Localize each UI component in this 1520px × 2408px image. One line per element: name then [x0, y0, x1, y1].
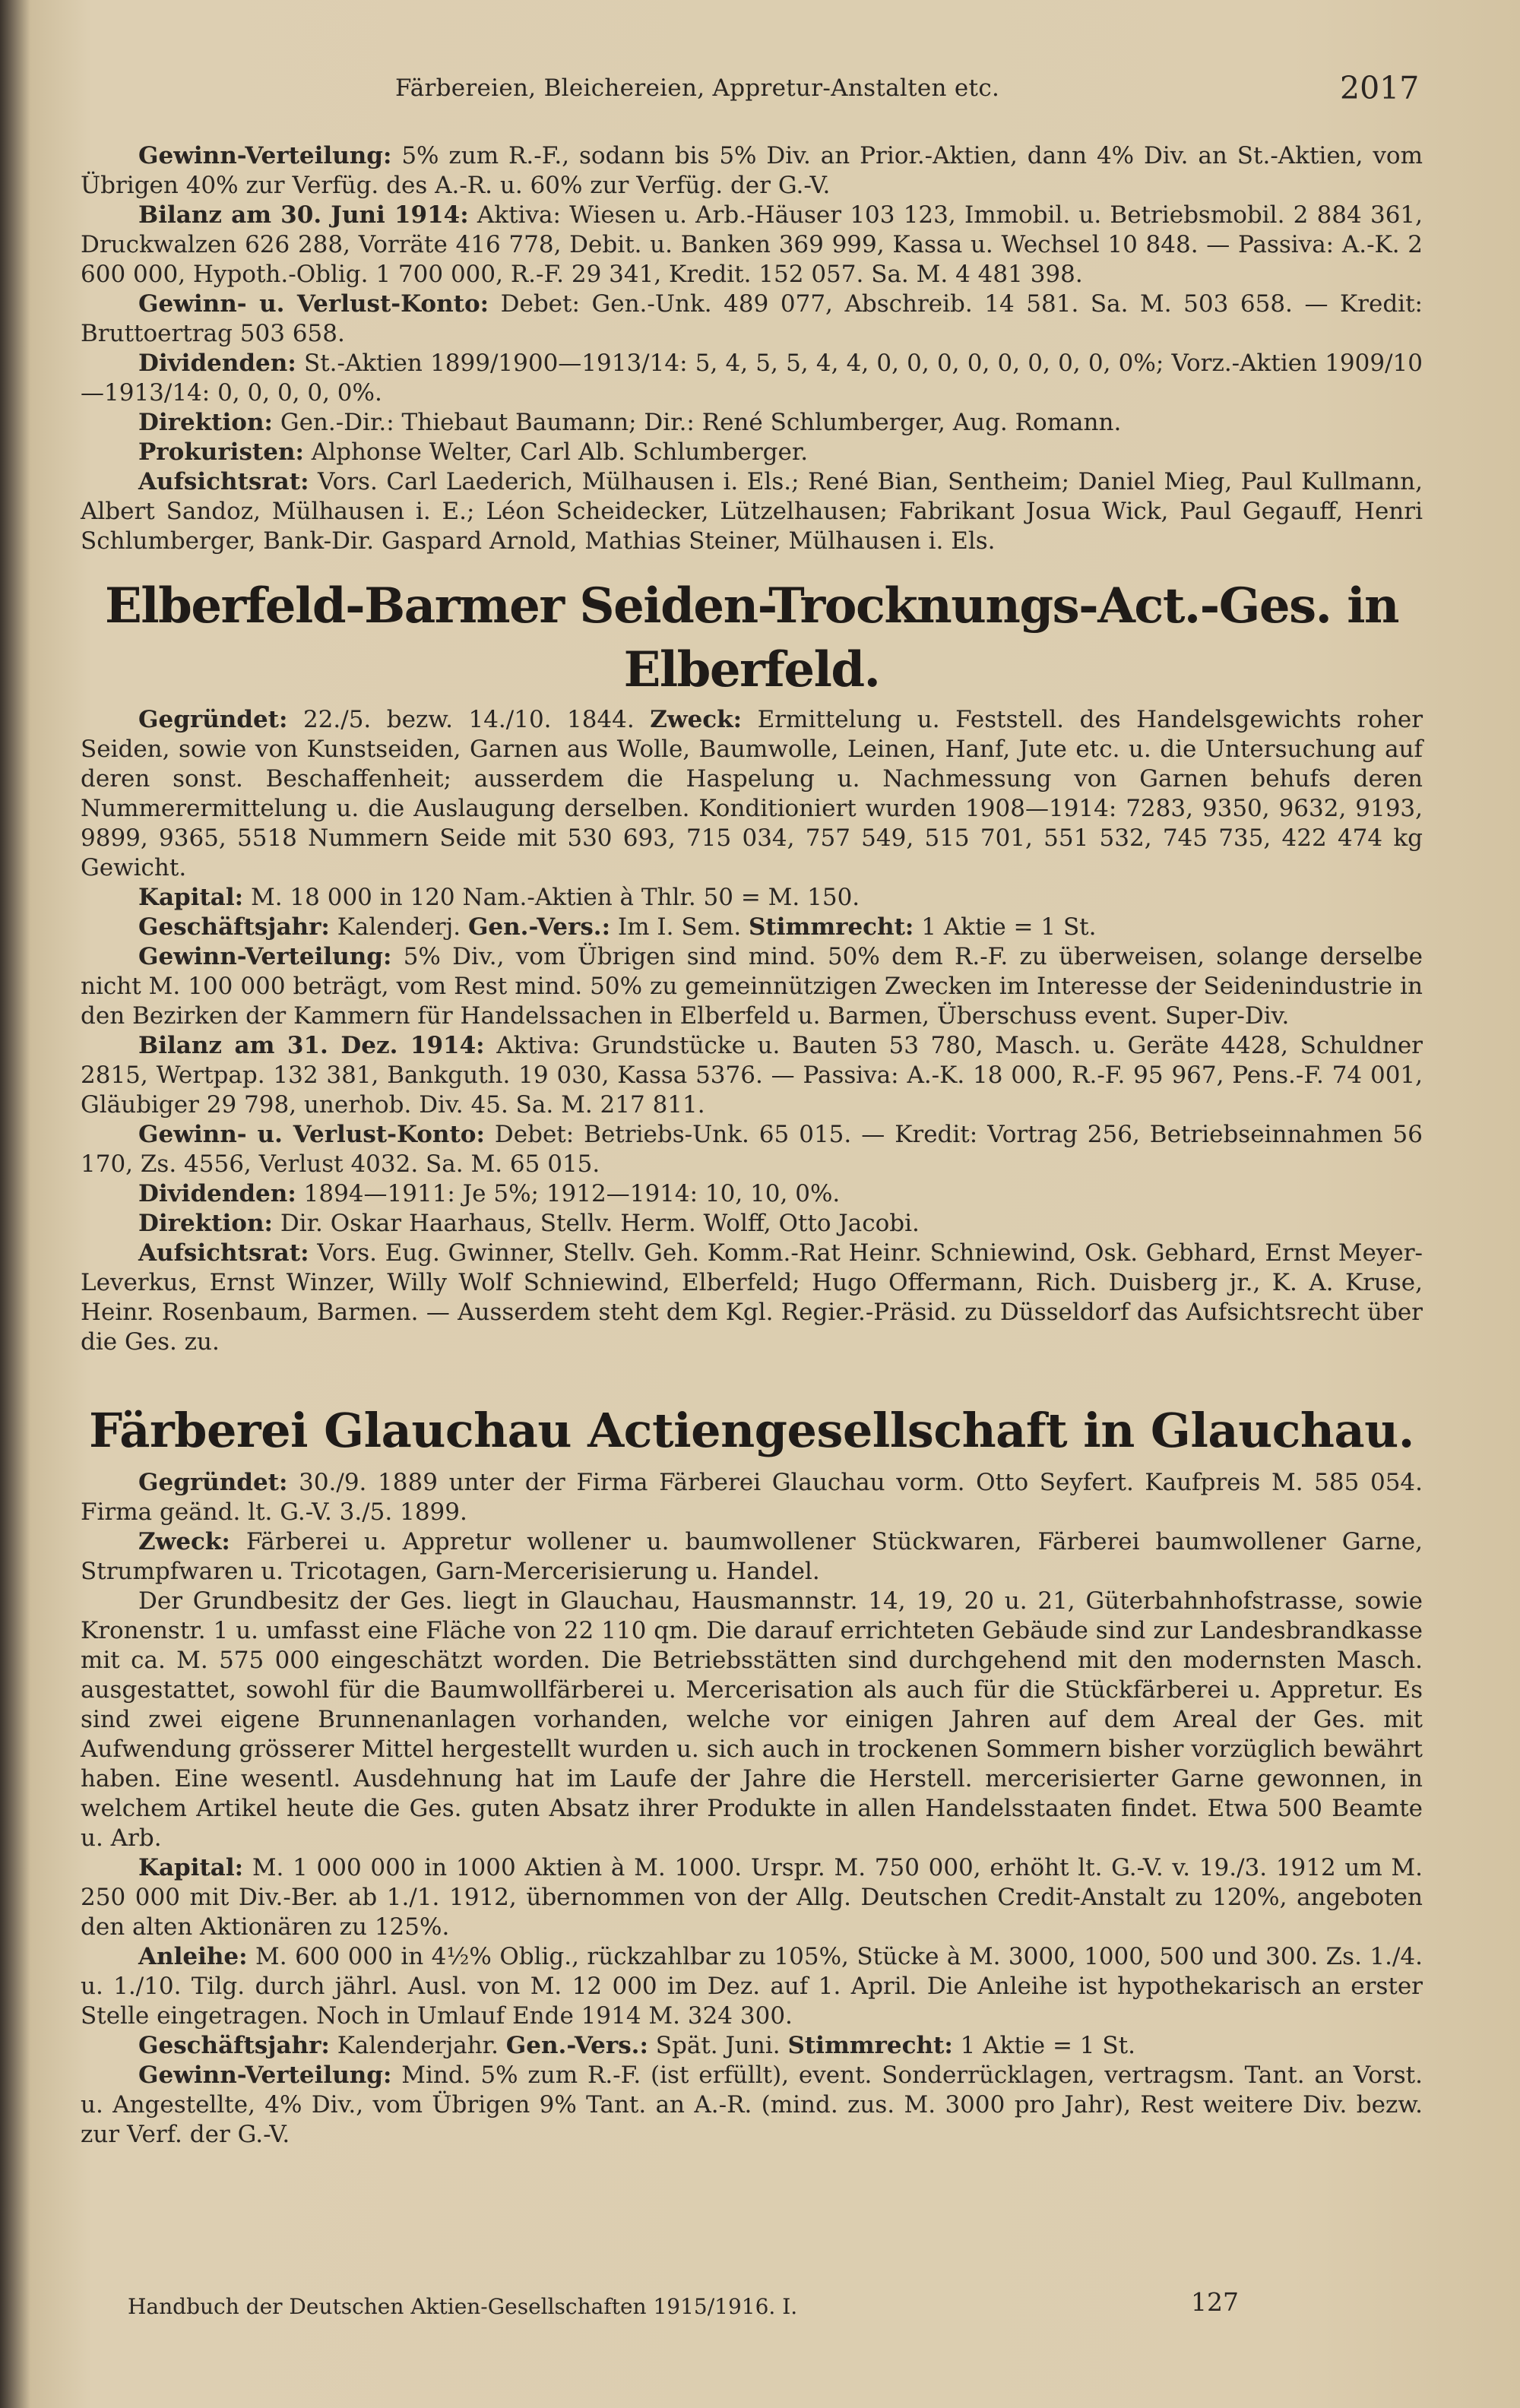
page-body — [81, 141, 1423, 2150]
section-elberfeld — [81, 574, 1423, 1357]
paragraph-bilanz: Bilanz am 31. Dez. 1914: Aktiva: Grundstücke u. Bauten 53 780, Masch. u. Geräte 4428, Schuldner 2815, Wertpap. 132 381, Bankguth. 19 030, Kassa 5376. — Passiva: A.-K. 18 000, R.-F. 95 967, Pens.-F. 74 001, Gläubiger 29 798, unerhob. Div. 45. Sa. M. 217 811. — [81, 1032, 1423, 1119]
paragraph-aufsichtsrat: Aufsichtsrat: Vors. Carl Laederich, Mülhausen i. Els.; René Bian, Sentheim; Daniel Mieg, Paul Kullmann, Albert Sandoz, Mülhausen i. E.; Léon Scheidecker, Lützelhausen; Fabrikant Josua Wick, Paul Gegauff, Henri Schlumberger, Bank-Dir. Gaspard Arnold, Mathias Steiner, Mülhausen i. Els. — [81, 468, 1423, 555]
running-title: Färbereien, Bleichereien, Appretur-Anstalten etc. — [395, 74, 1000, 102]
page-number: 2017 — [1340, 70, 1420, 106]
paragraph-gewinn-verteilung: Gewinn-Verteilung: 5% Div., vom Übrigen sind mind. 50% dem R.-F. zu überweisen, solange derselbe nicht M. 100 000 beträgt, vom Rest mind. 50% zu gemeinnützigen Zwecken im Interesse der Seidenindustrie in den Bezirken der Kammern für Handelssachen in Elberfeld u. Barmen, Überschuss event. Super-Div. — [81, 943, 1423, 1030]
footer-sheet-number: 127 — [1191, 2287, 1239, 2317]
paragraph-kapital: Kapital: M. 1 000 000 in 1000 Aktien à M. 1000. Urspr. M. 750 000, erhöht lt. G.-V. v. 19./3. 1912 um M. 250 000 mit Div.-Ber. ab 1./1. 1912, übernommen von der Allg. Deutschen Credit-Anstalt zu 120%, angeboten den alten Aktionären zu 125%. — [81, 1854, 1423, 1941]
paragraph-gewinn-verlust: Gewinn- u. Verlust-Konto: Debet: Betriebs-Unk. 65 015. — Kredit: Vortrag 256, Betriebseinnahmen 56 170, Zs. 4556, Verlust 4032. Sa. M. 65 015. — [81, 1121, 1423, 1178]
paragraph-dividenden: Dividenden: St.-Aktien 1899/1900—1913/14: 5, 4, 5, 5, 4, 4, 0, 0, 0, 0, 0, 0, 0, 0, 0%; Vorz.-Aktien 1909/10—1913/14: 0, 0, 0, 0, 0%. — [81, 350, 1423, 407]
paragraph-aufsichtsrat: Aufsichtsrat: Vors. Eug. Gwinner, Stellv. Geh. Komm.-Rat Heinr. Schniewind, Osk. Gebhard, Ernst Meyer-Leverkus, Ernst Winzer, Willy Wolf Schniewind, Elberfeld; Hugo Offermann, Rich. Duisberg jr., K. A. Kruse, Heinr. Rosenbaum, Barmen. — Ausserdem steht dem Kgl. Regier.-Präsid. zu Düsseldorf das Aufsichtsrecht über die Ges. zu. — [81, 1239, 1423, 1356]
section-continuation — [81, 141, 1423, 556]
company-title: Färberei Glauchau Actiengesellschaft in Glauchau. — [89, 1403, 1414, 1458]
paragraph-anleihe: Anleihe: M. 600 000 in 4½% Oblig., rückzahlbar zu 105%, Stücke à M. 3000, 1000, 500 und 300. Zs. 1./4. u. 1./10. Tilg. durch jährl. Ausl. von M. 12 000 im Dez. auf 1. April. Die Anleihe ist hypothekarisch an erster Stelle eingetragen. Noch in Umlauf Ende 1914 M. 324 300. — [81, 1943, 1423, 2030]
paragraph-dividenden: Dividenden: 1894—1911: Je 5%; 1912—1914: 10, 10, 0%. — [138, 1180, 841, 1207]
paragraph-gegruendet: Gegründet: 30./9. 1889 unter der Firma Färberei Glauchau vorm. Otto Seyfert. Kaufpreis M. 585 054. Firma geänd. lt. G.-V. 3./5. 1899. — [81, 1469, 1423, 1526]
paragraph-bilanz: Bilanz am 30. Juni 1914: Aktiva: Wiesen u. Arb.-Häuser 103 123, Immobil. u. Betriebsmobil. 2 884 361, Druckwalzen 626 288, Vorräte 416 778, Debit. u. Banken 369 999, Kassa u. Wechsel 10 848. — Passiva: A.-K. 2 600 000, Hypoth.-Oblig. 1 700 000, R.-F. 29 341, Kredit. 152 057. Sa. M. 4 481 398. — [81, 201, 1423, 288]
paragraph-kapital: Kapital: M. 18 000 in 120 Nam.-Aktien à Thlr. 50 = M. 150. — [138, 884, 860, 911]
paragraph-direktion: Direktion: Dir. Oskar Haarhaus, Stellv. Herm. Wolff, Otto Jacobi. — [138, 1210, 920, 1237]
paragraph-gewinn-verlust: Gewinn- u. Verlust-Konto: Debet: Gen.-Unk. 489 077, Abschreib. 14 581. Sa. M. 503 658. — Kredit: Bruttoertrag 503 658. — [81, 290, 1423, 347]
company-title: Elberfeld-Barmer Seiden-Trocknungs-Act.-Ges. in Elberfeld. — [104, 577, 1399, 698]
paragraph-gewinn-verteilung: Gewinn-Verteilung: 5% zum R.-F., sodann bis 5% Div. an Prior.-Aktien, dann 4% Div. an St.-Aktien, vom Übrigen 40% zur Verfüg. des A.-R. u. 60% zur Verfüg. der G.-V. — [81, 142, 1423, 199]
paragraph-zweck: Zweck: Färberei u. Appretur wollener u. baumwollener Stückwaren, Färberei baumwollener Garne, Strumpfwaren u. Tricotagen, Garn-Mercerisierung u. Handel. — [81, 1528, 1423, 1585]
paragraph-prokuristen: Prokuristen: Alphonse Welter, Carl Alb. Schlumberger. — [138, 438, 809, 466]
section-glauchau — [81, 1400, 1423, 2150]
paragraph-grundbesitz: Der Grundbesitz der Ges. liegt in Glauchau, Hausmannstr. 14, 19, 20 u. 21, Güterbahnhofstrasse, sowie Kronenstr. 1 u. umfasst eine Fläche von 22 110 qm. Die darauf errichteten Gebäude sind zur Landesbrandkasse mit ca. M. 575 000 eingeschätzt worden. Die Betriebsstätten sind durchgehend mit den modernsten Masch. ausgestattet, sowohl für die Baumwollfärberei u. Mercerisation als auch für die Stückfärberei u. Appretur. Es sind zwei eigene Brunnenanlagen vorhanden, welche vor einigen Jahren auf dem Areal der Ges. mit Aufwendung grösserer Mittel hergestellt wurden u. sich auch in trockenen Sommern bisher vorzüglich bewährt haben. Eine wesentl. Ausdehnung hat im Laufe der Jahre die Herstell. mercerisierter Garne gewonnen, in welchem Artikel heute die Ges. guten Absatz ihrer Produkte in allen Handelsstaaten findet. Etwa 500 Beamte u. Arb. — [81, 1587, 1423, 1852]
footer-publication: Handbuch der Deutschen Aktien-Gesellschaften 1915/1916. I. — [128, 2294, 798, 2319]
paragraph-gegruendet: Gegründet: 22./5. bezw. 14./10. 1844. Zweck: Ermittelung u. Feststell. des Handelsgewichts roher Seiden, sowie von Kunstseiden, Garnen aus Wolle, Baumwolle, Leinen, Hanf, Jute etc. u. die Untersuchung auf deren sonst. Beschaffenheit; ausserdem die Haspelung u. Nachmessung von Garnen behufs deren Nummerermittelung u. die Auslaugung derselben. Konditioniert wurden 1908—1914: 7283, 9350, 9632, 9193, 9899, 9365, 5518 Nummern Seide mit 530 693, 715 034, 757 549, 515 701, 551 532, 745 735, 422 474 kg Gewicht. — [81, 706, 1423, 881]
paragraph-geschaeftsjahr: Geschäftsjahr: Kalenderjahr. Gen.-Vers.: Spät. Juni. Stimmrecht: 1 Aktie = 1 St. — [138, 2032, 1135, 2059]
paragraph-geschaeftsjahr: Geschäftsjahr: Kalenderj. Gen.-Vers.: Im I. Sem. Stimmrecht: 1 Aktie = 1 St. — [138, 913, 1097, 941]
paragraph-direktion: Direktion: Gen.-Dir.: Thiebaut Baumann; Dir.: René Schlumberger, Aug. Romann. — [138, 409, 1122, 436]
paragraph-gewinn-verteilung: Gewinn-Verteilung: Mind. 5% zum R.-F. (ist erfüllt), event. Sonderrücklagen, vertragsm. Tant. an Vorst. u. Angestellte, 4% Div., vom Übrigen 9% Tant. an A.-R. (mind. zus. M. 3000 pro Jahr), Rest weitere Div. bezw. zur Verf. der G.-V. — [81, 2062, 1423, 2148]
